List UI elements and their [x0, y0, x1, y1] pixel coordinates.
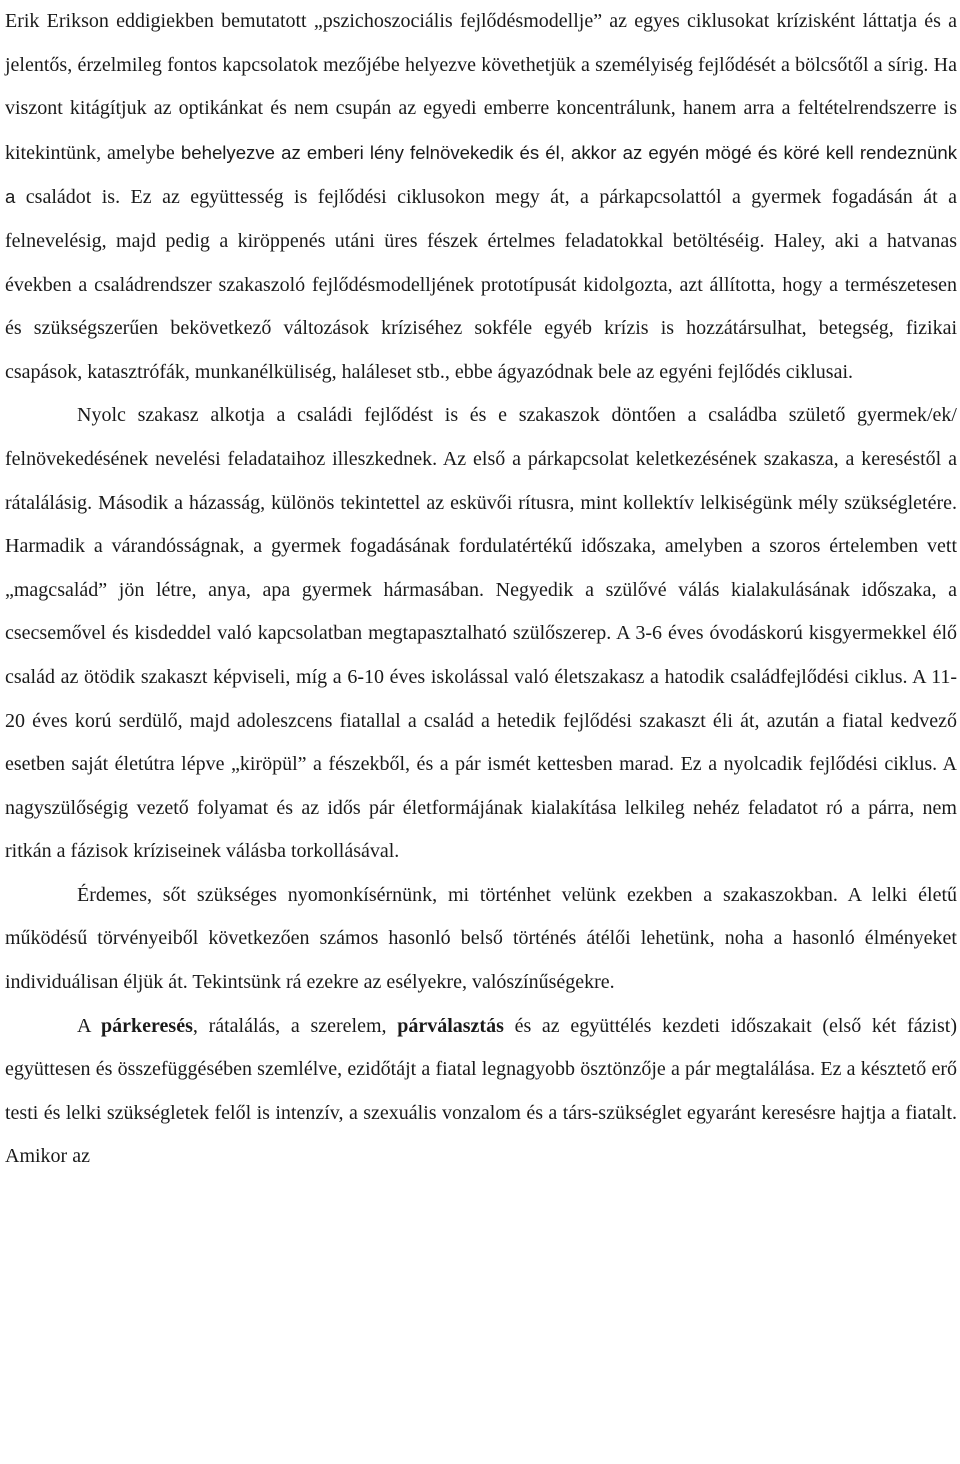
paragraph-eight-stages: Nyolc szakasz alkotja a családi fejlődést is és e szakaszok döntően a családba születő gyermek/ek/ felnövekedésének nevelési feladataihoz illeszkednek. Az első a párkapcsolat keletkezésének szakasza, a kereséstől a rátalálásig. Második a házasság, különös tekintettel az esküvői rítusra, mint kollektív lelkiségünk mély szükségletére. Harmadik a várandósságnak, a gyermek fogadásának fordulatértékű időszaka, amelyben a szoros értelemben vett „magcsalád” jön létre, anya, apa gyermek hármasában. Negyedik a szülővé válás kialakulásának időszaka, a csecsemővel és kisdeddel való kapcsolatban megtapasztalható szülőszerep. A 3-6 éves óvodáskorú kisgyermekkel élő család az ötödik szakaszt képviseli, míg a 6-10 éves iskolással való életszakasz a hatodik családfejlődési ciklus. A 11-20 éves korú serdülő, majd adoleszcens fiatallal a család a hetedik fejlődési szakaszt éli át, azután a fiatal kedvező esetben saját életútra lépve „kiröpül” a fészekből, és a pár ismét kettesben marad. Ez a nyolcadik fejlődési ciklus. A nagyszülőségig vezető folyamat és az idős pár életformájának kialakítása lelkileg nehéz feladatot ró a párra, nem ritkán a fázisok kríziseinek válásba torkollásával.	[5, 404, 957, 863]
document-page	[5, 0, 957, 1179]
paragraph-worth-following: Érdemes, sőt szükséges nyomonkísérnünk, mi történhet velünk ezekben a szakaszokban. A lelki életű működésű törvényeiből következően számos hasonló belső történés átélői lehetünk, noha a hasonló élményeket individuálisan éljük át. Tekintsünk rá ezekre az esélyekre, valószínűségekre.	[5, 883, 957, 994]
text-run-1: A	[77, 1014, 102, 1037]
paragraph-erikson	[5, 0, 957, 394]
sentence-erikson-intro: Erik Erikson eddigiekben bemutatott „pszichoszociális fejlődésmodellje” az egyes ciklusokat krízisként láttatja és a jelentős, érzelmileg fontos kapcsolatok mezőjébe helyezve követhetjük a személyiség fejlődését a bölcsőtől a sírig.	[5, 10, 957, 76]
text-run-2: , rátalálás, a szerelem,	[192, 1014, 398, 1037]
bold-term-partner-choice: párválasztás	[397, 1014, 504, 1037]
paragraph-partner-search	[5, 1005, 957, 1179]
sentence-optics: Ha viszont kitágítjuk az optikánkat és nem csupán az egyedi emberre koncentrálunk, hanem arra a feltételrendszerre is kitekintünk, amelybe	[5, 53, 957, 164]
bold-term-partner-search: párkeresés	[101, 1014, 193, 1037]
text-run-3: és az együttélés kezdeti időszakait (első két fázist) együttesen és összefüggésében szemlélve, ezidőtájt a fiatal legnagyobb ösztönzője a pár megtalálása. Ez a késztető erő testi és lelki szükségletek felől is intenzív, a szexuális vonzalom és a társ-szükséglet egyaránt keresésre hajtja a fiatalt. Amikor az	[5, 1014, 958, 1168]
sentence-family-frame: behelyezve az emberi lény felnövekedik és él, akkor az egyén mögé és köré kell rendeznünk a	[5, 141, 958, 208]
sentence-family-cycles: családot is. Ez az együttesség is fejlődési ciklusokon megy át, a párkapcsolattól a gyermek fogadásán át a felnevelésig, majd pedig a kiröppenés utáni üres fészek értelmes feladatokkal betöltéséig. Haley, aki a hatvanas években a családrendszer szakaszoló fejlődésmodelljének prototípusát kidolgozta, azt állította, hogy a természetesen és szükségszerűen bekövetkező változások kríziséhez sokféle egyéb krízis is hozzátársulhat, betegség, fizikai csapások, katasztrófák, munkanélküliség, haláleset stb., ebbe ágyazódnak bele az egyéni fejlődés ciklusai.	[5, 186, 957, 383]
